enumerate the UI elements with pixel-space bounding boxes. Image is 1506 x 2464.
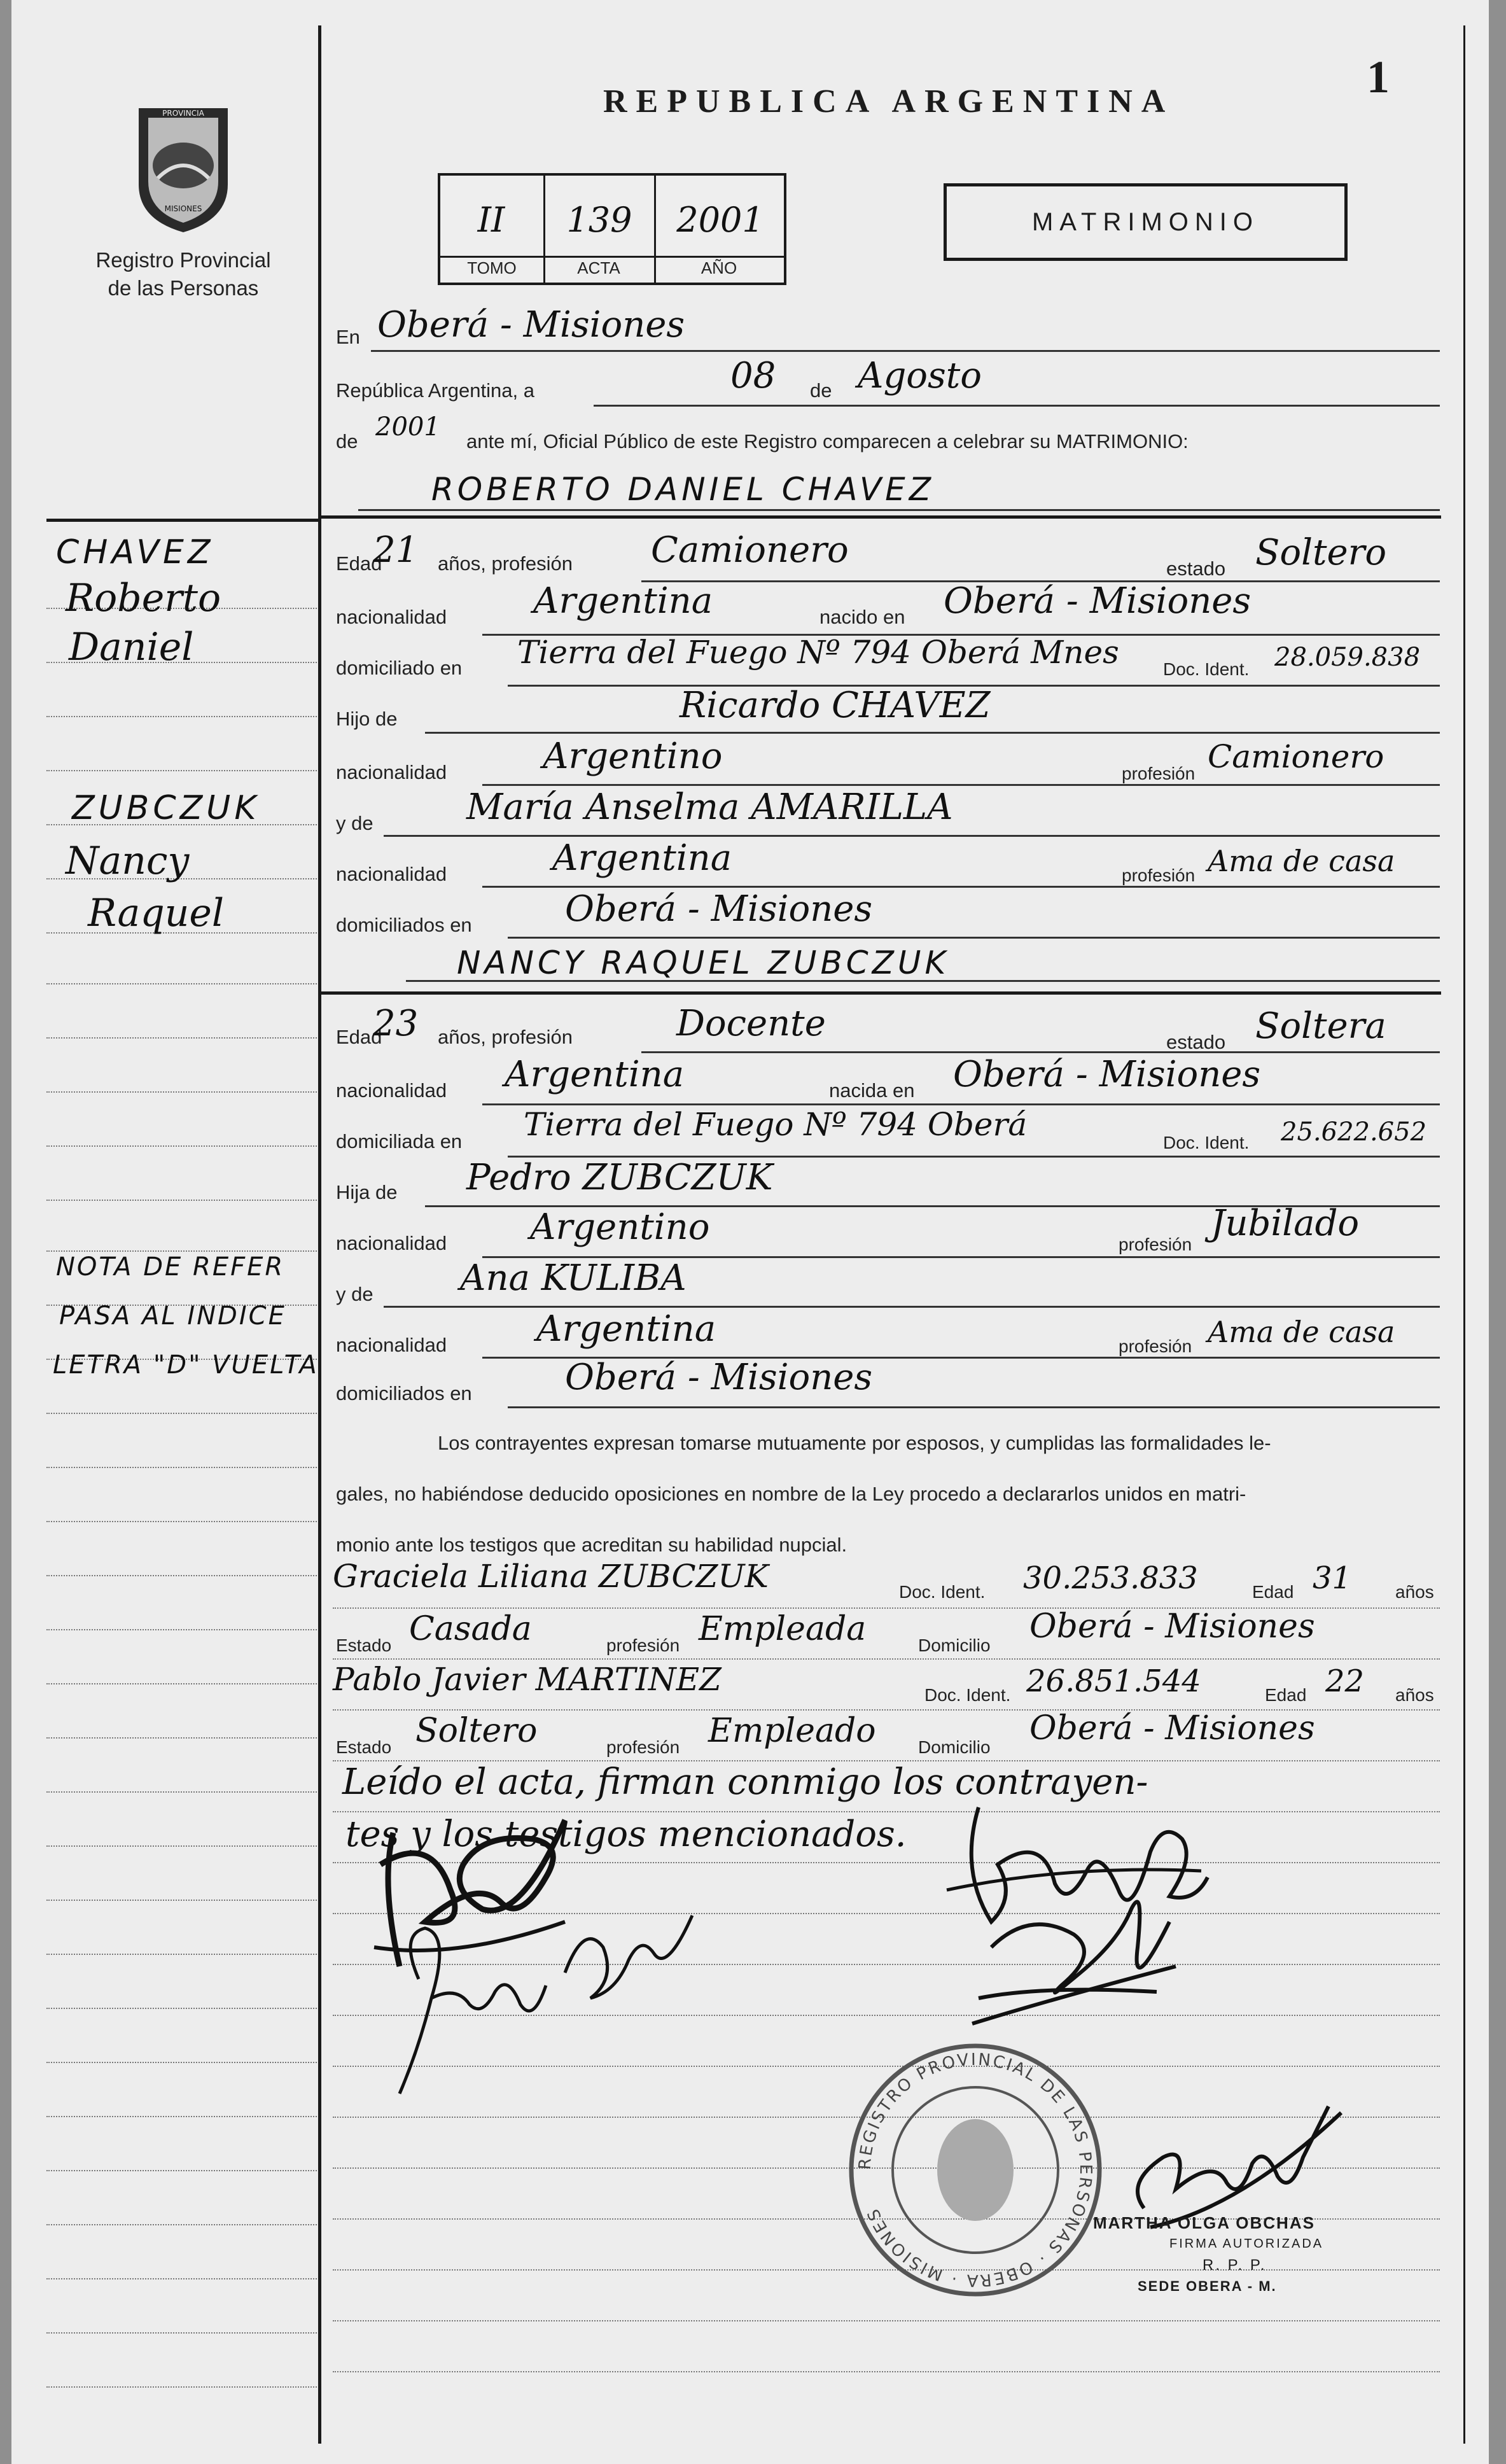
- groom-edad: 21: [373, 529, 419, 571]
- witness1-doc-label: Doc. Ident.: [899, 1582, 986, 1602]
- groom-madre: María Anselma AMARILLA: [466, 787, 953, 828]
- groom-padre-prof-label: profesión: [1122, 764, 1196, 783]
- groom-madre-nac-label: nacionalidad: [336, 863, 447, 885]
- bride-madre-nac: Argentina: [536, 1308, 716, 1350]
- bride-doc: 25.622.652: [1281, 1117, 1427, 1147]
- registry-seal-stamp: [845, 2040, 1106, 2300]
- witness2-domicilio: Oberá - Misiones: [1029, 1709, 1315, 1747]
- groom-padres-dom: Oberá - Misiones: [565, 888, 873, 930]
- witness1-doc: 30.253.833: [1023, 1560, 1198, 1596]
- witness2-doc-label: Doc. Ident.: [924, 1685, 1011, 1705]
- ante-text: ante mí, Oficial Público de este Registro comparecen a celebrar su MATRIMONIO:: [466, 430, 1189, 452]
- witness2-edad-label: Edad: [1265, 1685, 1307, 1705]
- bride-domicilio: Tierra del Fuego Nº 794 Oberá: [524, 1106, 1028, 1143]
- logo-top-text: PROVINCIA: [162, 109, 204, 118]
- witness2-anos-label: años: [1395, 1685, 1434, 1705]
- intro-day: 08: [730, 355, 776, 396]
- reference-box: [438, 173, 786, 285]
- witness2-estado: Soltero: [415, 1712, 538, 1750]
- registry-name-line1: Registro Provincial: [95, 248, 271, 272]
- seal-text: REGISTRO PROVINCIAL DE LAS PERSONAS · OBERA · MISIONES: [855, 2050, 1096, 2290]
- groom-madre-nac: Argentina: [552, 837, 732, 879]
- groom-doc-label: Doc. Ident.: [1163, 659, 1250, 679]
- groom-margin-surname: CHAVEZ: [56, 533, 214, 571]
- groom-hijo-label: Hijo de: [336, 708, 398, 730]
- groom-padre: Ricardo CHAVEZ: [680, 685, 991, 726]
- groom-madre-prof-label: profesión: [1122, 865, 1196, 885]
- right-border: [1463, 25, 1465, 2444]
- witness1-edad: 31: [1313, 1560, 1352, 1596]
- witness1-domicilio: Oberá - Misiones: [1029, 1607, 1315, 1646]
- groom-domicilio-label: domiciliado en: [336, 657, 463, 679]
- groom-padre-nac: Argentino: [543, 736, 723, 777]
- bride-madre-prof-label: profesión: [1119, 1336, 1192, 1356]
- bride-padres-dom-label: domiciliados en: [336, 1382, 472, 1404]
- margin-note-line1: NOTA DE REFER: [56, 1252, 285, 1282]
- groom-full-name: ROBERTO DANIEL CHAVEZ: [431, 471, 935, 508]
- groom-section-line: [318, 515, 1441, 519]
- bride-margin-surname: ZUBCZUK: [72, 789, 260, 827]
- groom-madre-prof: Ama de casa: [1208, 844, 1395, 878]
- body-text-line2: gales, no habiéndose deducido oposiciones en nombre de la Ley procedo a declararlos unidos en matri-: [336, 1483, 1246, 1505]
- witness1-profesion: Empleada: [699, 1610, 867, 1648]
- intro-place: Oberá - Misiones: [377, 304, 685, 346]
- document-type-box: MATRIMONIO: [944, 183, 1348, 261]
- bride-nacida-label: nacida en: [829, 1079, 915, 1102]
- groom-anos-label: años, profesión: [438, 552, 573, 575]
- witness1-anos-label: años: [1395, 1582, 1434, 1602]
- bride-edad-label: Edad: [336, 1026, 382, 1048]
- witness1-name: Graciela Liliana ZUBCZUK: [333, 1558, 769, 1595]
- witness2-profesion: Empleado: [708, 1712, 876, 1750]
- groom-nacido-en: Oberá - Misiones: [944, 580, 1252, 622]
- official-name: MARTHA OLGA OBCHAS: [1093, 2213, 1315, 2232]
- tomo-value: II: [477, 200, 505, 240]
- official-location: SEDE OBERA - M.: [1138, 2278, 1277, 2294]
- bride-madre: Ana KULIBA: [460, 1257, 687, 1299]
- groom-margin-second-name: Daniel: [69, 625, 194, 669]
- groom-y-de-label: y de: [336, 812, 373, 834]
- groom-edad-label: Edad: [336, 552, 382, 575]
- groom-padre-nac-label: nacionalidad: [336, 761, 447, 783]
- registry-name-line2: de las Personas: [108, 276, 259, 300]
- country-title: REPUBLICA ARGENTINA: [603, 83, 1175, 120]
- bride-madre-nac-label: nacionalidad: [336, 1334, 447, 1356]
- witness2-estado-label: Estado: [336, 1737, 392, 1757]
- groom-profesion: Camionero: [651, 529, 849, 571]
- groom-estado-label: estado: [1166, 557, 1226, 580]
- witness-pablo-signature: [966, 1871, 1182, 2030]
- bride-estado-label: estado: [1166, 1031, 1226, 1053]
- witness1-estado-label: Estado: [336, 1635, 392, 1655]
- official-office: R. P. P.: [1203, 2257, 1267, 2274]
- body-text-line1: Los contrayentes expresan tomarse mutuamente por esposos, y cumplidas las formalidades le-: [438, 1432, 1271, 1454]
- groom-nacionalidad-label: nacionalidad: [336, 606, 447, 628]
- margin-divider: [318, 25, 321, 2444]
- logo-bottom-text: MISIONES: [164, 204, 202, 213]
- bride-padre: Pedro ZUBCZUK: [466, 1157, 773, 1198]
- groom-padre-prof: Camionero: [1208, 738, 1384, 775]
- intro-year: 2001: [375, 412, 440, 442]
- bride-domicilio-label: domiciliada en: [336, 1130, 463, 1152]
- bride-estado: Soltera: [1255, 1005, 1386, 1047]
- bride-full-name: NANCY RAQUEL ZUBCZUK: [457, 944, 950, 981]
- witness2-edad: 22: [1325, 1663, 1365, 1699]
- groom-margin-first-name: Roberto: [66, 576, 221, 620]
- de2-label: de: [336, 430, 358, 452]
- page-number: 1: [1367, 52, 1390, 102]
- witness1-estado: Casada: [409, 1610, 532, 1648]
- closing-line2: tes y los testigos mencionados.: [345, 1814, 907, 1855]
- bride-padre-nac: Argentino: [530, 1207, 710, 1248]
- closing-line1: Leído el acta, firman conmigo los contrayen-: [342, 1761, 1148, 1803]
- acta-page: [11, 0, 1489, 2464]
- bride-section-line: [318, 991, 1441, 995]
- witness2-doc: 26.851.544: [1026, 1663, 1201, 1699]
- witness-graciela-signature: [374, 1896, 705, 2100]
- witness2-dom-label: Domicilio: [918, 1737, 991, 1757]
- groom-nacido-label: nacido en: [819, 606, 905, 628]
- margin-note-line2: PASA AL INDICE: [59, 1301, 286, 1331]
- intro-month: Agosto: [858, 355, 982, 396]
- official-title: FIRMA AUTORIZADA: [1169, 2237, 1324, 2251]
- witness1-prof-label: profesión: [606, 1635, 680, 1655]
- bride-padre-nac-label: nacionalidad: [336, 1232, 447, 1254]
- groom-doc: 28.059.838: [1274, 643, 1421, 672]
- bride-y-de-label: y de: [336, 1283, 373, 1305]
- bride-profesion: Docente: [676, 1003, 826, 1044]
- left-margin-top-line: [46, 519, 320, 522]
- witness2-name: Pablo Javier MARTINEZ: [333, 1661, 722, 1698]
- bride-doc-label: Doc. Ident.: [1163, 1133, 1250, 1152]
- witness1-dom-label: Domicilio: [918, 1635, 991, 1655]
- en-label: En: [336, 326, 360, 348]
- bride-margin-first-name: Nancy: [66, 839, 190, 883]
- bride-nacida-en: Oberá - Misiones: [953, 1054, 1261, 1095]
- bride-madre-prof: Ama de casa: [1208, 1315, 1395, 1349]
- groom-domicilio: Tierra del Fuego Nº 794 Oberá Mnes: [517, 634, 1119, 671]
- witness1-edad-label: Edad: [1252, 1582, 1294, 1602]
- groom-nacionalidad: Argentina: [533, 580, 713, 622]
- bride-edad: 23: [373, 1003, 419, 1044]
- groom-padres-dom-label: domiciliados en: [336, 914, 472, 936]
- bride-margin-second-name: Raquel: [88, 891, 225, 935]
- ano-value: 2001: [676, 200, 764, 240]
- republica-label: República Argentina, a: [336, 379, 534, 402]
- bride-hija-label: Hija de: [336, 1181, 398, 1203]
- bride-padre-prof: Jubilado: [1211, 1203, 1360, 1244]
- bride-anos-label: años, profesión: [438, 1026, 573, 1048]
- body-text-line3: monio ante los testigos que acreditan su habilidad nupcial.: [336, 1534, 847, 1556]
- registry-crest-icon: [120, 102, 247, 235]
- margin-note-line3: LETRA "D" VUELTA: [53, 1350, 319, 1380]
- acta-label: ACTA: [577, 258, 620, 277]
- witness2-prof-label: profesión: [606, 1737, 680, 1757]
- registry-logo: [120, 102, 247, 235]
- ano-label: AÑO: [701, 258, 737, 277]
- acta-value: 139: [566, 200, 632, 240]
- tomo-label: TOMO: [467, 258, 517, 277]
- bride-nacionalidad: Argentina: [505, 1054, 685, 1095]
- bride-padres-dom: Oberá - Misiones: [565, 1357, 873, 1398]
- de-label: de: [810, 379, 832, 402]
- bride-padre-prof-label: profesión: [1119, 1235, 1192, 1254]
- groom-estado: Soltero: [1255, 532, 1387, 573]
- bride-nacionalidad-label: nacionalidad: [336, 1079, 447, 1102]
